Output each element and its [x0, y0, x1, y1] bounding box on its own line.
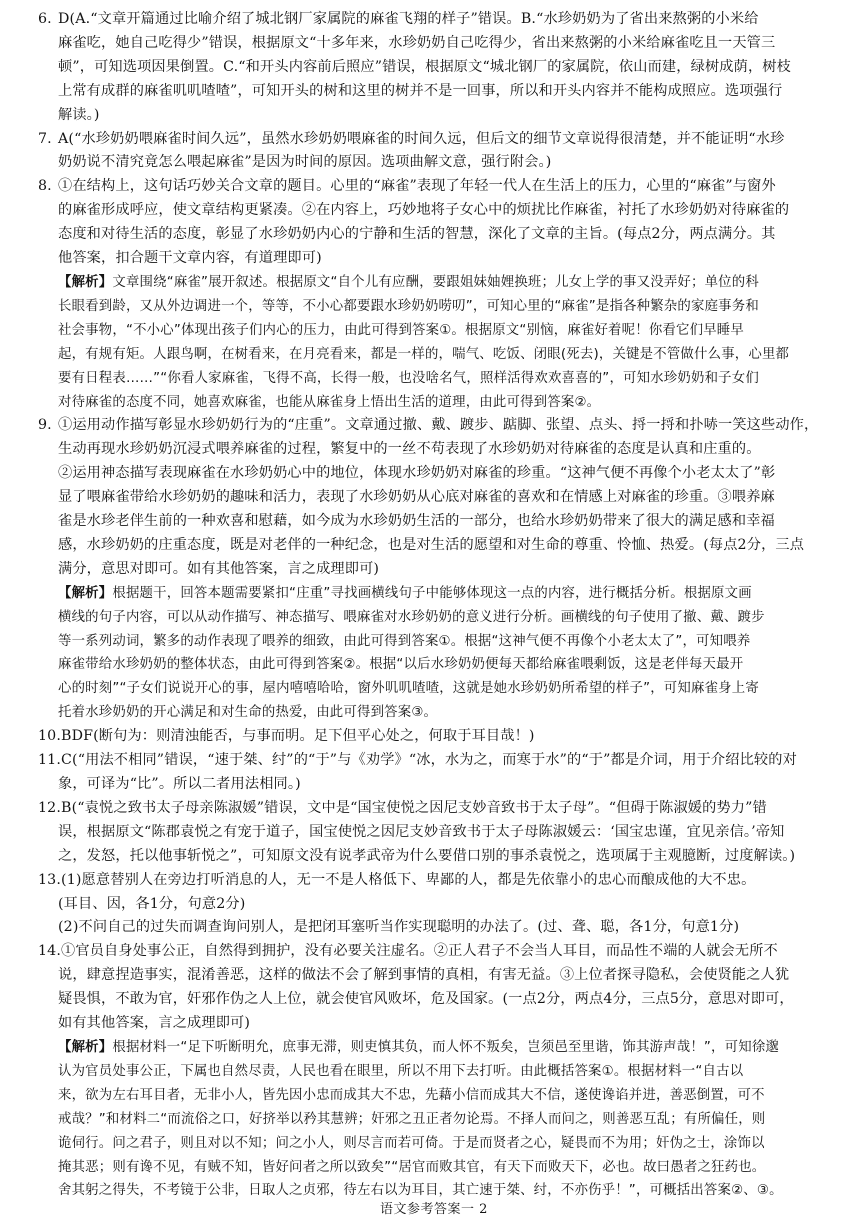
analysis-tag: 【解析】 — [58, 1039, 113, 1055]
answer-line — [38, 56, 828, 80]
answer-line — [38, 534, 828, 558]
analysis-line — [38, 1108, 828, 1132]
answer-text: 上常有成群的麻雀叽叽喳喳”，可知开头的树和这里的树并不是一回事，所以和开头内容并不能构成照应。选项强行 — [58, 82, 783, 99]
question-answer — [38, 797, 828, 869]
question-number: 11. — [38, 752, 62, 769]
question-number: 7. — [38, 130, 52, 147]
answer-line — [38, 1012, 828, 1036]
answer-text: 解读。) — [58, 106, 100, 123]
answer-text: ①运用动作描写彰显水珍奶奶行为的“庄重”。文章通过撤、戴、踱步、踮脚、张望、点头、捋一捋和扑哧一笑这些动作， — [58, 417, 819, 434]
answer-line — [38, 916, 828, 940]
analysis-line — [38, 1036, 828, 1060]
answer-text: B(“袁悦之致书太子母亲陈淑媛”错误，文中是“国宝使悦之因尼支妙音致书于太子母”。“但碍于陈淑媛的势力”错 — [61, 799, 767, 816]
analysis-line — [38, 701, 828, 725]
answer-line — [38, 869, 828, 893]
analysis-text: 长眼看到龄，又从外边调进一个，等等，不小心都要跟水珍奶奶唠叨”，可知心里的“麻雀”是指各种繁杂的家庭事务和 — [58, 298, 759, 314]
question-number: 8. — [38, 178, 52, 195]
answer-text: (耳目、因，各1分，句意2分) — [58, 895, 246, 912]
analysis-line — [38, 319, 828, 343]
answer-line — [38, 773, 828, 797]
answer-line — [38, 725, 828, 749]
answer-text: 感，水珍奶奶的庄重态度，既是对老伴的一种纪念，也是对生活的愿望和对生命的尊重、怜恤、热爱。(每点2分，三点 — [58, 536, 805, 553]
answer-line — [38, 845, 828, 869]
analysis-line — [38, 367, 828, 391]
answer-text: 他答案，扣合题干文章内容，有道理即可) — [58, 250, 322, 267]
analysis-text: 要有日程表……”“你看人家麻雀，飞得不高，长得一般，也没啥名气，照样活得欢欢喜喜的”，可知水珍奶奶和子女们 — [58, 370, 759, 386]
answer-line — [38, 486, 828, 510]
answer-text: 顿”，可知选项因果倒置。C.“和开头内容前后照应”错误，根据原文“城北钢厂的家属院，依山而建，绿树成荫，树枝 — [58, 58, 791, 75]
question-number: 9. — [38, 417, 52, 434]
analysis-text: 认为官员处事公正，下属也自然尽责，人民也看在眼里，所以不用下去打听。由此概括答案①。根据材料一“自古以 — [58, 1063, 744, 1079]
analysis-text: 根据题干，回答本题需要紧扣“庄重”寻找画横线句子中能够体现这一点的内容，进行概括分析。根据原文画 — [112, 585, 752, 601]
page-footer: 语文参考答案一 2 — [380, 1202, 488, 1217]
answer-line — [38, 80, 828, 104]
analysis-line — [38, 653, 828, 677]
answer-line — [38, 8, 828, 32]
answer-line — [38, 964, 828, 988]
answer-line — [38, 247, 828, 271]
answer-line — [38, 438, 828, 462]
answer-line — [38, 414, 828, 438]
answer-text: (2)不问自己的过失而调查询问别人，是把闭耳塞听当作实现聪明的办法了。(过、聋、聪，各1分，句意1分) — [58, 919, 740, 936]
answer-text: 态度和对待生活的态度，彰显了水珍奶奶内心的宁静和生活的智慧，深化了文章的主旨。(每点2分，两点满分。其 — [58, 226, 776, 243]
answer-text: A(“水珍奶奶喂麻雀时间久远”，虽然水珍奶奶喂麻雀的时间久远，但后文的细节文章说得很清楚，并不能证明“水珍 — [58, 130, 785, 147]
analysis-text: 起，有规有矩。人跟鸟啊，在树看来，在月亮看来，都是一样的，喘气、吃饭、闭眼(死去)，关键是不管做什么事，心里都 — [58, 346, 790, 362]
analysis-text: 托着水珍奶奶的开心满足和对生命的热爱，由此可得到答案③。 — [58, 705, 438, 721]
question-number: 10. — [38, 728, 62, 745]
answer-text: 奶奶说不清究竟怎么喂起麻雀”是因为时间的原因。选项曲解文意，强行附会。) — [58, 154, 552, 171]
analysis-text: 心的时刻”“子女们说说开心的事，屋内嘻嘻哈哈，窗外叽叽喳喳，这就是她水珍奶奶所希望的样子”，可知麻雀身上寄 — [58, 681, 759, 697]
analysis-text: 麻雀带给水珍奶奶的整体状态，由此可得到答案②。根据“以后水珍奶奶便每天都给麻雀喂剩饭，这是老伴每天最开 — [58, 657, 744, 673]
answer-text: 生动再现水珍奶奶沉浸式喂养麻雀的过程，繁复中的一丝不苟表现了水珍奶奶对待麻雀的态度是认真和庄重的。 — [58, 441, 761, 458]
question-number: 13. — [38, 871, 62, 888]
answer-text: 雀是水珍老伴生前的一种欢喜和慰藉，如今成为水珍奶奶生活的一部分，也给水珍奶奶带来了很大的满足感和幸福 — [58, 513, 775, 530]
question-answer — [38, 175, 828, 414]
analysis-line — [38, 1060, 828, 1084]
question-answer — [38, 869, 828, 941]
question-answer — [38, 414, 828, 725]
question-number: 12. — [38, 799, 62, 816]
answer-line — [38, 797, 828, 821]
analysis-text: 掩其恶；则有谗不见，有贼不知，皆好问者之所以致矣”“居官而败其官，有天下而败天下，必也。故曰愚者之狂药也。 — [58, 1159, 766, 1175]
answer-text: ②运用神态描写表现麻雀在水珍奶奶心中的地位，体现水珍奶奶对麻雀的珍重。“这神气便不再像个小老太太了”彰 — [58, 465, 776, 482]
answer-text: 误，根据原文“陈郡袁悦之有宠于道子，国宝使悦之因尼支妙音致书于太子母陈淑媛云：‘国宝忠谨，宜见亲信。’帝知 — [58, 823, 785, 840]
analysis-text: 等一系列动词，繁多的动作表现了喂养的细致，由此可得到答案①。根据“这神气便不再像个小老太太了”，可知喂养 — [58, 633, 751, 649]
answer-line — [38, 940, 828, 964]
analysis-text: 对待麻雀的态度不同，她喜欢麻雀，也能从麻雀身上悟出生活的道理，由此可得到答案②。 — [58, 394, 601, 410]
answer-line — [38, 462, 828, 486]
question-answer — [38, 725, 828, 749]
answer-text: (1)愿意替别人在旁边打听消息的人，无一不是人格低下、卑鄙的人，都是先依靠小的忠心而酿成他的大不忠。 — [61, 871, 756, 888]
answer-text: 象，可译为“比”。所以二者用法相同。) — [58, 776, 301, 792]
analysis-text: 舍其躬之得失，不考镜于公非，日取人之贞邪，待左右以为耳目，其亡速于桀、纣，不亦伤乎！”，可概括出答案②、③。 — [58, 1183, 783, 1199]
answer-text: 满分，意思对即可。如有其他答案，言之成理即可) — [58, 560, 380, 577]
analysis-line — [38, 582, 828, 606]
analysis-line — [38, 271, 828, 295]
analysis-line — [38, 630, 828, 654]
question-number: 14. — [38, 943, 62, 960]
answer-text: D(A.“文章开篇通过比喻介绍了城北钢厂家属院的麻雀飞翔的样子”错误。B.“水珍奶奶为了省出来熬粥的小米给 — [58, 11, 759, 27]
question-answer — [38, 8, 828, 128]
answer-text: ①在结构上，这句话巧妙关合文章的题目。心里的“麻雀”表现了年轻一代人在生活上的压力，心里的“麻雀”与窗外 — [58, 178, 776, 195]
answer-text: 如有其他答案，言之成理即可) — [58, 1015, 251, 1032]
analysis-tag: 【解析】 — [58, 274, 113, 290]
analysis-tag: 【解析】 — [58, 585, 113, 601]
analysis-text: 戒哉？”和材料二“而流俗之口，好挤举以矜其慧辨；奸邪之丑正者勿论焉。不择人而问之，则善恶互乱；有所偏任，则 — [58, 1111, 766, 1127]
answer-line — [38, 128, 828, 152]
analysis-line — [38, 1132, 828, 1156]
question-number: 6. — [38, 11, 52, 27]
answer-text: BDF(断句为：则清浊能否，与事而明。足下但平心处之，何取于耳目哉！) — [61, 728, 535, 745]
answer-line — [38, 32, 828, 56]
answer-line — [38, 821, 828, 845]
question-answer — [38, 128, 828, 176]
answer-text: 的麻雀形成呼应，使文章结构更紧凑。②在内容上，巧妙地将子女心中的烦扰比作麻雀，衬托了水珍奶奶对待麻雀的 — [58, 202, 790, 219]
answer-line — [38, 199, 828, 223]
analysis-text: 诡伺行。问之君子，则且对以不知；问之小人，则尽言而若可倚。于是而贤者之心，疑畏而不为用；奸伪之士，涂饰以 — [58, 1135, 765, 1151]
analysis-line — [38, 606, 828, 630]
question-answer — [38, 940, 828, 1203]
answer-line — [38, 558, 828, 582]
answer-line — [38, 749, 828, 773]
analysis-text: 文章围绕“麻雀”展开叙述。根据原文“自个儿有应酬，要跟姐妹妯娌换班；儿女上学的事又没弄好；单位的科 — [112, 274, 759, 290]
answer-text: ①官员自身处事公正，自然得到拥护，没有必要关注虚名。②正人君子不会当人耳目，而品性不端的人就会无所不 — [61, 943, 778, 960]
question-answer — [38, 749, 828, 797]
analysis-text: 社会事物，“不小心”体现出孩子们内心的压力，由此可得到答案①。根据原文“别恼，麻雀好着呢！你看它们早睡早 — [58, 322, 744, 338]
answer-line — [38, 104, 828, 128]
analysis-line — [38, 1084, 828, 1108]
answer-text: 显了喂麻雀带给水珍奶奶的趣味和活力，表现了水珍奶奶从心底对麻雀的喜欢和在情感上对麻雀的珍重。③喂养麻 — [58, 489, 775, 506]
analysis-line — [38, 677, 828, 701]
analysis-line — [38, 343, 828, 367]
answer-text: C(“用法不相同”错误，“速于桀、纣”的“于”与《劝学》“冰，水为之，而寒于水”的“于”都是介词，用于介绍比较的对 — [61, 752, 797, 769]
answer-line — [38, 223, 828, 247]
answer-line — [38, 893, 828, 917]
answer-line — [38, 988, 828, 1012]
analysis-text: 横线的句子内容，可以从动作描写、神态描写、喂麻雀对水珍奶奶的意义进行分析。画横线的句子使用了撤、戴、踱步 — [58, 609, 765, 625]
answer-text: 麻雀吃，她自己吃得少”错误，根据原文“十多年来，水珍奶奶自己吃得少，省出来熬粥的小米给麻雀吃且一天管三 — [58, 34, 776, 51]
answer-text: 说，肆意捏造事实，混淆善恶，这样的做法不会了解到事情的真相，有害无益。③上位者探寻隐私，会使贤能之人犹 — [58, 967, 790, 984]
answer-line — [38, 151, 828, 175]
analysis-text: 根据材料一“足下听断明允，庶事无滞，则吏慎其负，而人怀不叛矣，岂须邑至里谐，饰其游声哉！”，可知徐邈 — [112, 1039, 779, 1055]
answer-line — [38, 175, 828, 199]
analysis-line — [38, 391, 828, 415]
analysis-line — [38, 1156, 828, 1180]
answer-line — [38, 510, 828, 534]
answer-text: 疑畏惧，不敢为官，奸邪作伪之人上位，就会使官风败坏，危及国家。(一点2分，两点4分，三点5分，意思对即可， — [58, 991, 794, 1008]
analysis-text: 来，欲为左右耳目者，无非小人，皆先因小忠而成其大不忠，先藉小信而成其大不信，遂使谗谄并进，善恶倒置，可不 — [58, 1087, 765, 1103]
analysis-line — [38, 295, 828, 319]
answer-text: 之，发怒，托以他事斩悦之”，可知原文没有说孝武帝为什么要借口别的事杀袁悦之，选项属于主观臆断，过度解读。) — [58, 847, 796, 864]
